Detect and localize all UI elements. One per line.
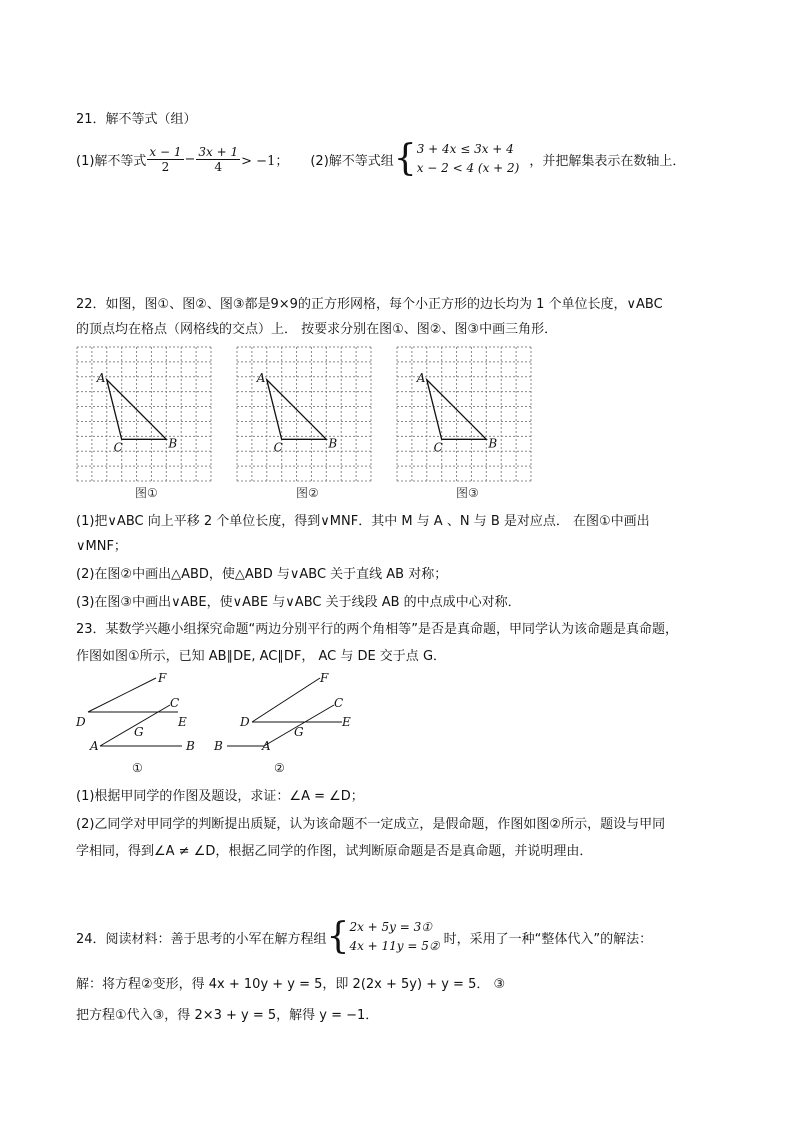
left-brace-icon: {	[326, 916, 350, 957]
figure-caption-2: ②	[274, 761, 285, 775]
q23-figure-2	[213, 671, 351, 775]
fraction-denominator: 2	[161, 159, 170, 174]
label-d: D	[76, 715, 86, 729]
q22-caption-3: 图③	[456, 486, 479, 500]
label-b: B	[214, 739, 223, 753]
line-df	[88, 678, 156, 712]
minus-sign: −	[184, 151, 196, 167]
q22-caption-2: 图②	[296, 486, 319, 500]
label-f: F	[320, 671, 329, 685]
label-a: A	[90, 739, 99, 753]
label-e: E	[342, 715, 351, 729]
vertex-label-a: A	[96, 370, 106, 385]
system-line: x − 2 < 4 (x + 2)	[416, 161, 520, 175]
left-brace-icon: {	[393, 138, 417, 179]
q23-figure-1	[75, 671, 195, 775]
system-line: 2x + 5y = 3①	[349, 920, 433, 934]
vertex-label-b: B	[328, 436, 338, 451]
figure-caption-1: ①	[132, 761, 143, 775]
q24-line1	[76, 918, 652, 956]
q22-item1-line1: (1)把∨ABC 向上平移 2 个单位长度，得到∨MNF．其中 M 与 A 、N 与 B 是对应点． 在图①中画出	[76, 514, 650, 529]
q21-title: 21．解不等式（组）	[76, 112, 197, 127]
q21-part2-label: (2)解不等式组	[310, 153, 394, 169]
fraction-denominator: 4	[214, 159, 223, 174]
label-e: E	[178, 715, 187, 729]
line-df	[252, 678, 320, 722]
q22-line1: 22．如图，图①、图②、图③都是9×9的正方形网格，每个小正方形的边长均为 1 个单位长度，∨ABC	[76, 297, 663, 312]
q22-line2: 的顶点均在格点（网格线的交点）上． 按要求分别在图①、图②、图③中画三角形．	[76, 322, 558, 337]
q23-figures	[70, 668, 360, 778]
q23-line1: 23．某数学兴趣小组探究命题“两边分别平行的两个角相等”是否是真命题，甲同学认为该命题是真命题，	[76, 622, 679, 637]
q24-suffix: 时，采用了一种“整体代入”的解法：	[443, 931, 653, 947]
vertex-label-b: B	[488, 436, 498, 451]
vertex-label-c: C	[273, 440, 283, 455]
q24-equation-system	[349, 918, 439, 956]
vertex-label-c: C	[113, 440, 123, 455]
q22-item1-line2: ∨MNF；	[76, 539, 127, 554]
fraction-numerator: 3x + 1	[198, 144, 239, 159]
system-line: 4x + 11y = 5②	[349, 939, 440, 953]
label-b: B	[186, 739, 195, 753]
q21-part2-tail: ，并把解集表示在数轴上．	[529, 153, 686, 169]
q23-item2-line2: 学相同，得到∠A ≠ ∠D，根据乙同学的作图，试判断原命题是否是真命题，并说明理由．	[76, 844, 593, 859]
label-a: A	[262, 739, 271, 753]
vertex-label-c: C	[433, 440, 443, 455]
q24-prefix: 24．阅读材料：善于思考的小军在解方程组	[76, 931, 327, 947]
system-line: 3 + 4x ≤ 3x + 4	[416, 142, 514, 156]
q22-item3: (3)在图③中画出∨ABE，使∨ABE 与∨ABC 关于线段 AB 的中点成中心对称．	[76, 595, 521, 610]
label-c: C	[334, 696, 344, 710]
vertex-label-a: A	[416, 370, 426, 385]
q22-grid-3	[396, 346, 532, 482]
q21-inequality-system	[417, 140, 520, 178]
q21-part1-label: (1)解不等式	[76, 153, 147, 169]
label-f: F	[158, 671, 167, 685]
label-g: G	[294, 725, 304, 739]
q21-fraction-2	[196, 145, 240, 174]
q24-line2: 解：将方程②变形，得 4x + 10y + y = 5，即 2(2x + 5y) + y = 5． ③	[76, 977, 506, 992]
q21-fraction-1	[147, 145, 183, 174]
label-c: C	[170, 696, 180, 710]
label-d: D	[240, 715, 250, 729]
q22-caption-1: 图①	[135, 486, 158, 500]
label-g: G	[134, 725, 144, 739]
q24-line3: 把方程①代入③，得 2×3 + y = 5，解得 y = −1．	[76, 1008, 379, 1023]
q22-item2: (2)在图②中画出△ABD，使△ABD 与∨ABC 关于直线 AB 对称；	[76, 567, 448, 582]
q23-item2-line1: (2)乙同学对甲同学的判断提出质疑，认为该命题不一定成立，是假命题，作图如图②所示，题设与甲同	[76, 817, 666, 832]
fraction-numerator: x − 1	[149, 144, 182, 159]
q22-grid-2	[236, 346, 372, 482]
vertex-label-a: A	[256, 370, 266, 385]
q22-grid-1	[76, 346, 212, 482]
q23-line2: 作图如图①所示，已知 AB∥DE, AC∥DF， AC 与 DE 交于点 G．	[76, 649, 447, 664]
q21-line	[76, 140, 685, 178]
q21-part1-tail: > −1；	[241, 153, 289, 169]
q23-item1: (1)根据甲同学的作图及题设，求证：∠A = ∠D；	[76, 789, 364, 804]
vertex-label-b: B	[168, 436, 178, 451]
